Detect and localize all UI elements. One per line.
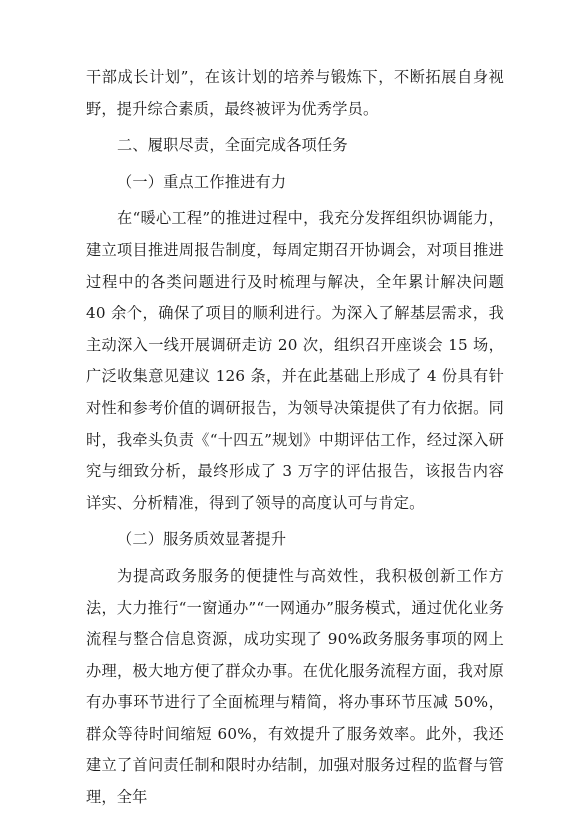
subsection-heading-1: （一）重点工作推进有力 [117,172,287,191]
section-heading: 二、履职尽责，全面完成各项任务 [117,136,348,155]
subsection-body-1: 在“暖心工程”的推进过程中，我充分发挥组织协调能力，建立项目推进周报告制度，每周定期召开协调会，对项目推进过程中的各类问题进行及时梳理与解决，全年累计解决问题 40 余个，确保了项目的顺利进行。为深入了解基层需求，我主动深入一线开展调研走访 20 次，组织召开座谈会 15 场，广泛收集意见建议 126 条，并在此基础上形成了 4 份具有针对性和参考价值的调研报告，为领导决策提供了有力依据。同时，我牵头负责《“十四五”规划》中期评估工作，经过深入研究与细致分析，最终形成了 3 万字的评估报告，该报告内容详实、分析精准，得到了领导的高度认可与肯定。 [86,209,504,512]
subsection-heading-2: （二）服务质效显著提升 [117,530,287,549]
subsection-body-2: 为提高政务服务的便捷性与高效性，我积极创新工作方法，大力推行“一窗通办”“一网通办”服务模式，通过优化业务流程与整合信息资源，成功实现了 90%政务服务事项的网上办理，极大地方便了群众办事。在优化服务流程方面，我对原有办事环节进行了全面梳理与精简，将办事环节压减 50%，群众等待时间缩短 60%，有效提升了服务效率。此外，我还建立了首问责任制和限时办结制，加强对服务过程的监督与管理，全年 [86,566,504,807]
intro-paragraph: 干部成长计划”，在该计划的培养与锻炼下，不断拓展自身视野，提升综合素质，最终被评为优秀学员。 [86,68,504,118]
document-page [86,62,504,814]
